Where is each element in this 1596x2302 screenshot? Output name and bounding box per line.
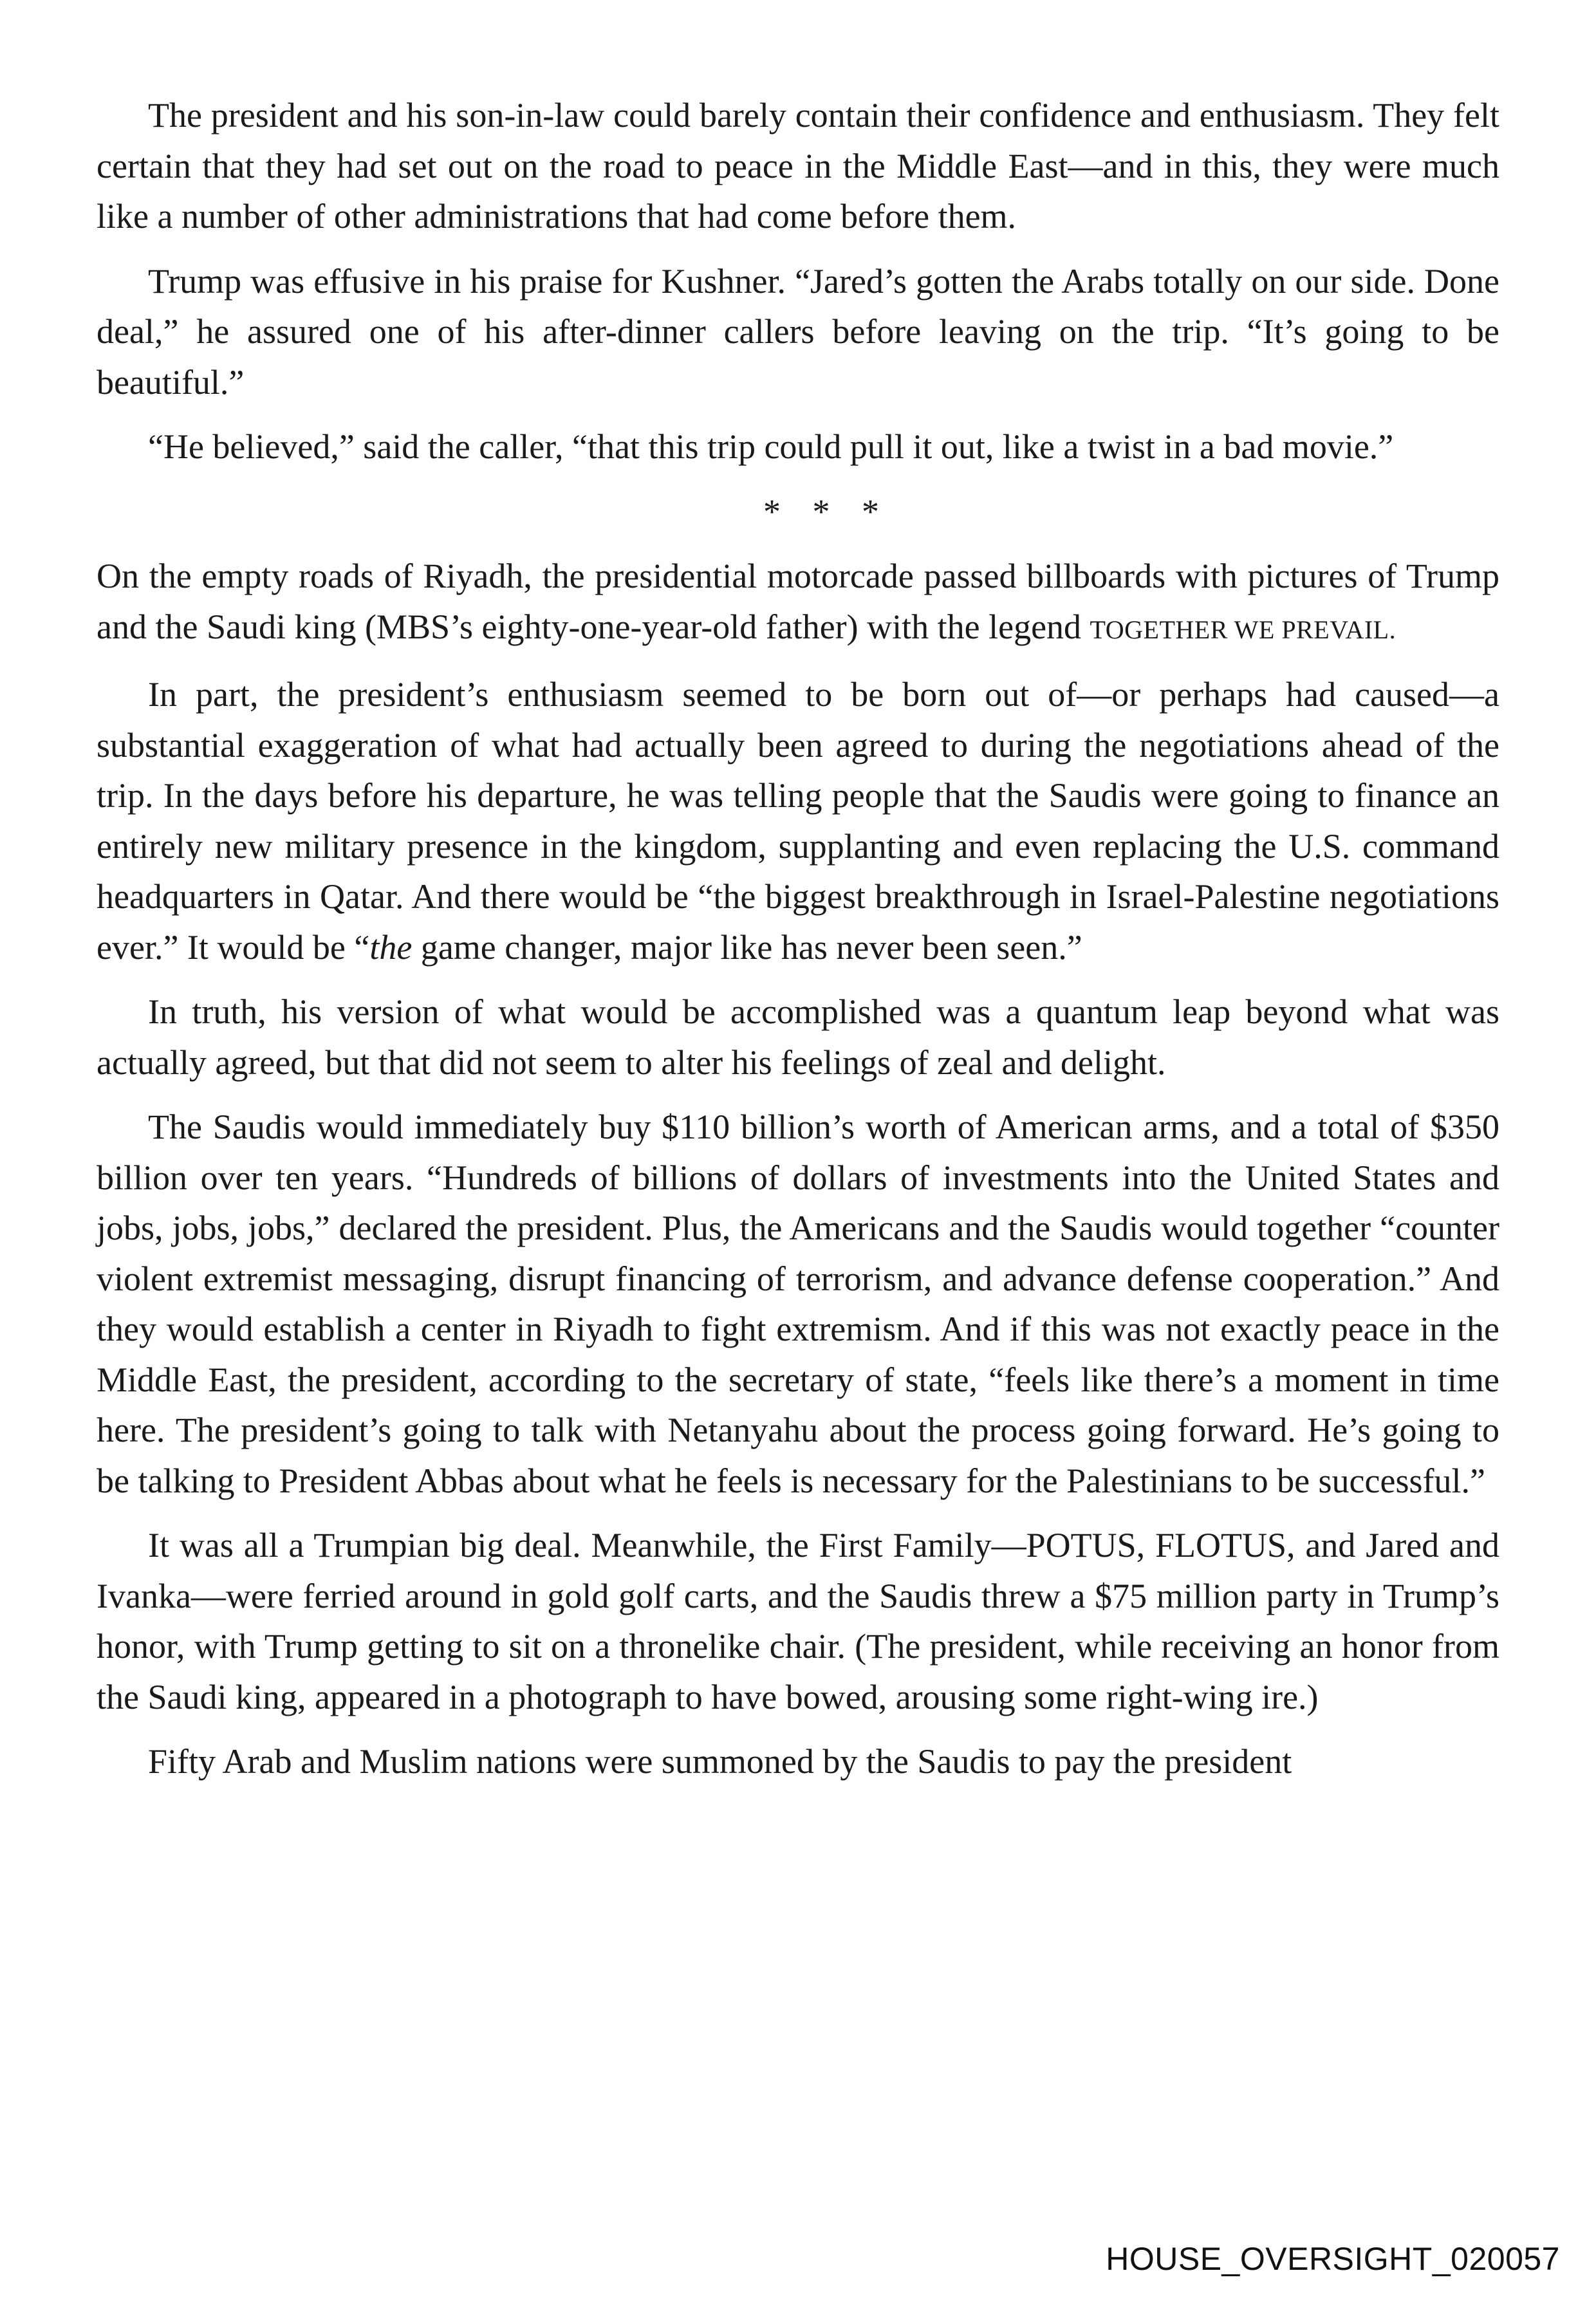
paragraph-5-text-a: In part, the president’s enthusiasm seemed to be born out of—or perhaps had caused—a substantial exaggeration of what had actually been agreed to during the negotiations ahead of the trip. In the days before his departure, he was telling people that the Saudis were going to finance an entirely new military presence in the kingdom, supplanting and even replacing the U.S. command headquarters in Qatar. And there would be “the biggest breakthrough in Israel-Palestine negotiations ever.” It would be “: [97, 675, 1499, 967]
paragraph-2: Trump was effusive in his praise for Kushner. “Jared’s gotten the Arabs totally on our side. Done deal,” he assured one of his after-dinner callers before leaving on the trip. “It’s going to be beautiful.”: [97, 261, 1499, 402]
section-break: * * *: [763, 492, 891, 531]
paragraph-5: [97, 669, 1499, 972]
paragraph-1: The president and his son-in-law could barely contain their confidence and enthusiasm. They felt certain that they had set out on the road to peace in the Middle East—and in this, they were much like a number of other administrations that had come before them.: [97, 96, 1499, 236]
page-body: [97, 90, 1499, 1801]
paragraph-5-text-b: game changer, major like has never been seen.”: [412, 927, 1082, 967]
paragraph-3: “He believed,” said the caller, “that this trip could pull it out, like a twist in a bad movie.”: [148, 427, 1394, 466]
paragraph-5-italic: the: [369, 927, 413, 967]
bates-number: HOUSE_OVERSIGHT_020057: [1106, 2241, 1560, 2277]
billboard-legend: TOGETHER WE PREVAIL.: [1090, 615, 1396, 644]
paragraph-7: The Saudis would immediately buy $110 billion’s worth of American arms, and a total of $350 billion over ten years. “Hundreds of billions of dollars of investments into the United States and jobs, jobs, jobs,” declared the president. Plus, the Americans and the Saudis would together “counter violent extremist messaging, disrupt financing of terrorism, and advance defense cooperation.” And they would establish a center in Riyadh to fight extremism. And if this was not exactly peace in the Middle East, the president, according to the secretary of state, “feels like there’s a moment in time here. The president’s going to talk with Netanyahu about the process going forward. He’s going to be talking to President Abbas about what he feels is necessary for the Palestinians to be successful.”: [97, 1108, 1499, 1500]
paragraph-4: [97, 551, 1499, 655]
paragraph-6: In truth, his version of what would be accomplished was a quantum leap beyond what was actually agreed, but that did not seem to alter his feelings of zeal and delight.: [97, 992, 1499, 1082]
paragraph-9: Fifty Arab and Muslim nations were summoned by the Saudis to pay the president: [148, 1742, 1292, 1781]
paragraph-4-text: On the empty roads of Riyadh, the presidential motorcade passed billboards with pictures of Trump and the Saudi king (MBS’s eighty-one-year-old father) with the legend: [97, 557, 1499, 646]
paragraph-8: It was all a Trumpian big deal. Meanwhile, the First Family—POTUS, FLOTUS, and Jared and Ivanka—were ferried around in gold golf carts, and the Saudis threw a $75 million party in Trump’s honor, with Trump getting to sit on a thronelike chair. (The president, while receiving an honor from the Saudi king, appeared in a photograph to have bowed, arousing some right-wing ire.): [97, 1526, 1499, 1716]
